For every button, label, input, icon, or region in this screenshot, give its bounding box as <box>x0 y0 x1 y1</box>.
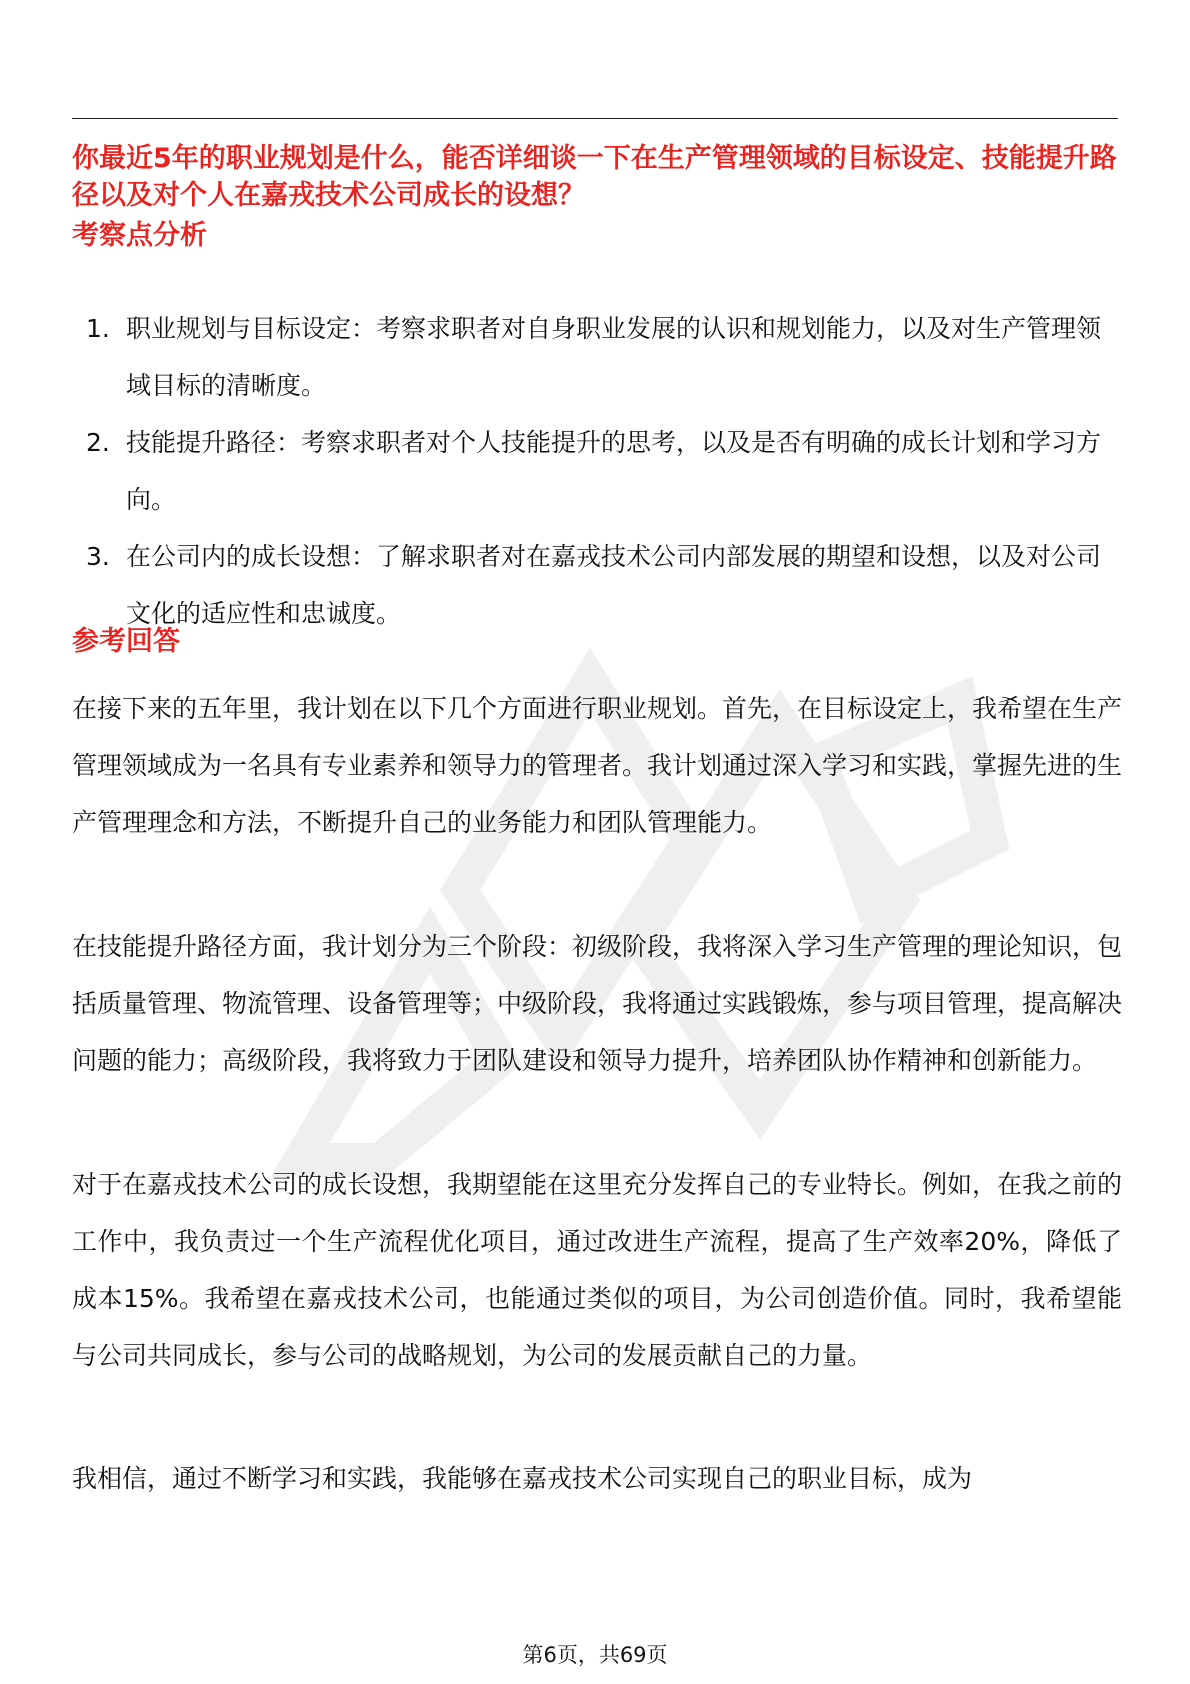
answer-paragraph: 在技能提升路径方面，我计划分为三个阶段：初级阶段，我将深入学习生产管理的理论知识，包括质量管理、物流管理、设备管理等；中级阶段，我将通过实践锻炼，参与项目管理，提高解决问题的能力；高级阶段，我将致力于团队建设和领导力提升，培养团队协作精神和创新能力。 <box>72 932 1123 1075</box>
analysis-item <box>72 414 1118 528</box>
analysis-item-number: 3. <box>86 542 110 571</box>
analysis-section-title: 考察点分析 <box>72 220 207 251</box>
top-divider <box>72 118 1118 119</box>
analysis-item-text: 技能提升路径：考察求职者对个人技能提升的思考，以及是否有明确的成长计划和学习方向。 <box>126 428 1102 514</box>
answer-paragraph: 对于在嘉戎技术公司的成长设想，我期望能在这里充分发挥自己的专业特长。例如，在我之前的工作中，我负责过一个生产流程优化项目，通过改进生产流程，提高了生产效率20%，降低了成本15%。我希望在嘉戎技术公司，也能通过类似的项目，为公司创造价值。同时，我希望能与公司共同成长，参与公司的战略规划，为公司的发展贡献自己的力量。 <box>72 1170 1123 1370</box>
answer-section-title: 参考回答 <box>72 626 180 657</box>
analysis-item-text: 在公司内的成长设想：了解求职者对在嘉戎技术公司内部发展的期望和设想，以及对公司文化的适应性和忠诚度。 <box>126 542 1102 628</box>
analysis-item <box>72 528 1118 642</box>
analysis-list <box>72 300 1118 642</box>
answer-paragraph: 我相信，通过不断学习和实践，我能够在嘉戎技术公司实现自己的职业目标，成为 <box>72 1464 973 1493</box>
page-number: 第6页，共69页 <box>522 1643 668 1667</box>
analysis-item <box>72 300 1118 414</box>
analysis-item-number: 2. <box>86 428 110 457</box>
analysis-item-number: 1. <box>86 314 110 343</box>
answer-paragraph: 在接下来的五年里，我计划在以下几个方面进行职业规划。首先，在目标设定上，我希望在生产管理领域成为一名具有专业素养和领导力的管理者。我计划通过深入学习和实践，掌握先进的生产管理理念和方法，不断提升自己的业务能力和团队管理能力。 <box>72 694 1123 837</box>
analysis-item-text: 职业规划与目标设定：考察求职者对自身职业发展的认识和规划能力，以及对生产管理领域目标的清晰度。 <box>126 314 1102 400</box>
question-heading: 你最近5年的职业规划是什么，能否详细谈一下在生产管理领域的目标设定、技能提升路径以及对个人在嘉戎技术公司成长的设想？ <box>72 143 1117 211</box>
